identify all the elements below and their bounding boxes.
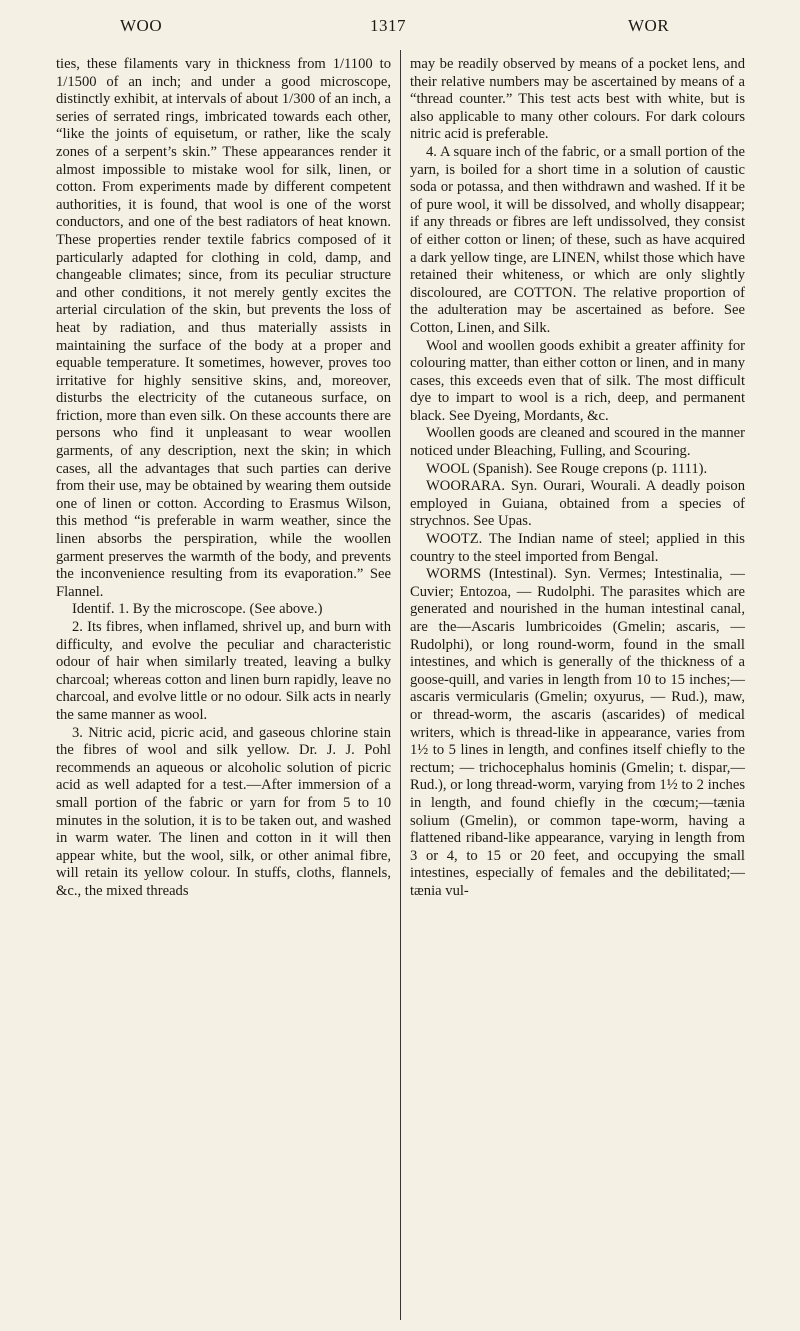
paragraph: 3. Nitric acid, picric acid, and gaseous chlorine stain the fibres of wool and silk yellow. Dr. J. J. Pohl recommends an aqueous or alcoholic solution of picric acid as well adapted for a test.—After immersion of a small portion of the fabric or yarn for from 5 to 10 minutes in the solution, it is to be taken out, and washed in warm water. The linen and cotton in it will then appear white, but the wool, silk, or other animal fibre, will retain its yellow colour. In stuffs, cloths, flannels, &c., the mixed threads — [56, 724, 391, 899]
paragraph: ties, these filaments vary in thickness from 1/1100 to 1/1500 of an inch; and under a good microscope, distinctly exhibit, at intervals of about 1/300 of an inch, a series of serrated rings, imbricated towards each other, “like the joints of equisetum, or rather, like the scaly zones of a serpent’s skin.” These appearances render it almost impossible to mistake wool for silk, linen, or cotton. From experiments made by different competent authorities, it is found, that wool is one of the worst conductors, and one of the best radiators of heat known. These properties render textile fabrics composed of it particularly adapted for clothing in cold, damp, and changeable climates; since, from its peculiar structure and other conditions, it not merely gently excites the arterial circulation of the skin, but prevents the loss of heat by radiation, and thus materially assists in maintaining the surface of the body at a proper and equable temperature. It sometimes, however, proves too irritative for highly sensitive skins, and, moreover, disturbs the electricity of the cutaneous surface, on friction, more than even silk. On these accounts there are persons who find it unpleasant to wear woollen garments, of any description, next the skin; in which cases, all the advantages that such parties can derive from their use, may be obtained by wearing them outside one of linen or cotton. According to Erasmus Wilson, this method “is preferable in warm weather, since the linen absorbs the perspiration, while the woollen garment preserves the warmth of the body, and prevents the inconvenience resulting from its evaporation.” See Flannel. — [56, 56, 391, 600]
header-right-guideword: WOR — [628, 16, 670, 35]
header-left-guideword: WOO — [120, 16, 163, 35]
paragraph: may be readily observed by means of a pocket lens, and their relative numbers may be ascertained by means of a “thread counter.” This test acts best with white, but is also applicable to many other colours. For dark colours nitric acid is preferable. — [410, 56, 745, 143]
page-header — [0, 16, 800, 40]
paragraph: Wool and woollen goods exhibit a greater affinity for colouring matter, than either cotton or linen, and in many cases, this exceeds even that of silk. The most difficult dye to impart to wool is a rich, deep, and permanent black. See Dyeing, Mordants, &c. — [410, 337, 745, 424]
entry-worms: WORMS (Intestinal). Syn. Vermes; Intestinalia, — Cuvier; Entozoa, — Rudolphi. The parasites which are generated and nourished in the human intestinal canal, are the—Ascaris lumbricoides (Gmelin; ascaris, —Rudolphi), or long round-worm, found in the small intestines, and which is generally of the thickness of a goose-quill, and varies in length from 10 to 15 inches;—ascaris vermicularis (Gmelin; oxyurus, — Rud.), maw, or thread-worm, the ascaris (ascarides) of medical writers, which is thread-like in appearance, varies from 1½ to 5 lines in length, and confines itself chiefly to the rectum; — trichocephalus hominis (Gmelin; t. dispar,—Rud.), or long thread-worm, varying from 1½ to 2 inches in length, and found chiefly in the cœcum;—tænia solium (Gmelin), or common tape-worm, having a flattened riband-like appearance, varying in length from 3 or 4, to 15 or 20 feet, and occupying the small intestines, especially of females and the debilitated;—tænia vul- — [410, 566, 745, 899]
paragraph: 4. A square inch of the fabric, or a small portion of the yarn, is boiled for a short time in a solution of caustic soda or potassa, and then withdrawn and washed. If it be of pure wool, it will be dissolved, and wholly disappear; if any threads or fibres are left undissolved, they consist of either cotton or linen; of these, such as have acquired a dark yellow tinge, are LINEN, whilst those which have retained their whiteness, or which are only slightly discoloured, are COTTON. The relative proportion of the adulteration may be ascertained as before. See Cotton, Linen, and Silk. — [410, 143, 745, 336]
left-column — [56, 56, 391, 901]
right-column — [410, 56, 745, 901]
page-number: 1317 — [370, 16, 406, 35]
paragraph: Identif. 1. By the microscope. (See above.) — [72, 601, 323, 618]
entry-wool-spanish: WOOL (Spanish). See Rouge crepons (p. 1111). — [426, 460, 708, 477]
column-divider — [400, 50, 401, 1320]
entry-wootz: WOOTZ. The Indian name of steel; applied in this country to the steel imported from Bengal. — [410, 531, 745, 565]
entry-woorara: WOORARA. Syn. Ourari, Wourali. A deadly poison employed in Guiana, obtained from a species of strychnos. See Upas. — [410, 478, 745, 530]
paragraph: 2. Its fibres, when inflamed, shrivel up, and burn with difficulty, and evolve the peculiar and characteristic odour of hair when similarly treated, leaving a bulky charcoal; whereas cotton and linen burn rapidly, leave no charcoal, and evolve little or no odour. Silk acts in nearly the same manner as wool. — [56, 619, 391, 723]
paragraph: Woollen goods are cleaned and scoured in the manner noticed under Bleaching, Fulling, and Scouring. — [410, 425, 745, 460]
